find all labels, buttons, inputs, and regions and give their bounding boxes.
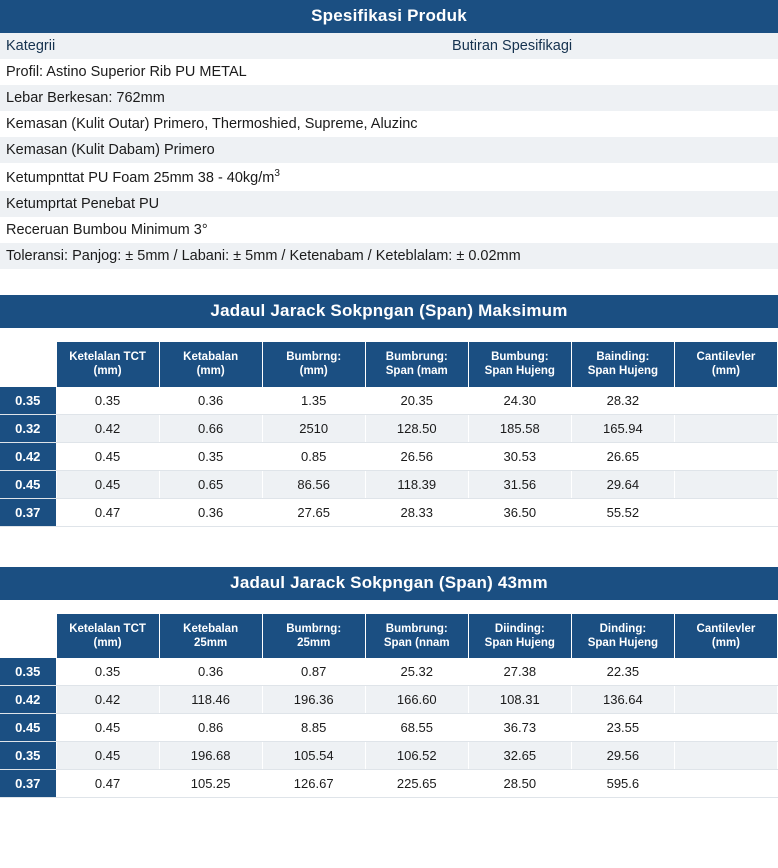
cell: 0.42 <box>56 686 159 714</box>
column-header: Ketebalan 25mm <box>159 614 262 659</box>
column-header: Ketabalan (mm) <box>159 342 262 387</box>
column-header-blank <box>0 614 56 659</box>
column-header: Bumbrng: (mm) <box>262 342 365 387</box>
column-header: Bumbrung: Span (mam <box>365 342 468 387</box>
spec-table <box>0 33 778 269</box>
cell: 28.32 <box>571 387 674 415</box>
cell: 68.55 <box>365 714 468 742</box>
column-header: Bumbung: Span Hujeng <box>468 342 571 387</box>
cell: 0.36 <box>159 658 262 686</box>
cell: 0.35 <box>159 442 262 470</box>
cell: 31.56 <box>468 470 571 498</box>
cell <box>674 770 777 798</box>
spacer <box>0 328 778 342</box>
table-row <box>0 85 778 111</box>
cell: 2510 <box>262 414 365 442</box>
cell: 0.45 <box>56 714 159 742</box>
cell: 0.35 <box>56 387 159 415</box>
spec-row-text: Kemasan (Kulit Outar) Primero, Thermoshied, Supreme, Aluzinc <box>0 111 778 137</box>
cell: 108.31 <box>468 686 571 714</box>
cell: 26.56 <box>365 442 468 470</box>
spec-row-text <box>0 163 778 191</box>
cell <box>674 387 777 415</box>
cell: 26.65 <box>571 442 674 470</box>
spec-row-text: Kemasan (Kulit Dabam) Primero <box>0 137 778 163</box>
table-row <box>0 658 778 686</box>
cell: 28.33 <box>365 498 468 526</box>
cell: 0.66 <box>159 414 262 442</box>
cell <box>674 714 777 742</box>
row-header: 0.42 <box>0 442 56 470</box>
row-header: 0.37 <box>0 770 56 798</box>
cell: 0.65 <box>159 470 262 498</box>
cell: 28.50 <box>468 770 571 798</box>
cell: 29.56 <box>571 742 674 770</box>
column-header: Diinding: Span Hujeng <box>468 614 571 659</box>
table-row <box>0 59 778 85</box>
table-row <box>0 387 778 415</box>
row-header: 0.35 <box>0 658 56 686</box>
cell: 225.65 <box>365 770 468 798</box>
spec-table-header-row <box>0 33 778 59</box>
cell: 25.32 <box>365 658 468 686</box>
cell: 0.45 <box>56 742 159 770</box>
spacer <box>0 527 778 553</box>
cell: 185.58 <box>468 414 571 442</box>
row-header: 0.42 <box>0 686 56 714</box>
cell: 55.52 <box>571 498 674 526</box>
table-row <box>0 686 778 714</box>
cell <box>674 470 777 498</box>
cell: 0.47 <box>56 498 159 526</box>
cell <box>674 442 777 470</box>
table-row <box>0 442 778 470</box>
spacer <box>0 553 778 567</box>
column-header: Ketelalan TCT (mm) <box>56 614 159 659</box>
cell: 22.35 <box>571 658 674 686</box>
cell: 196.36 <box>262 686 365 714</box>
cell: 0.36 <box>159 387 262 415</box>
table-row <box>0 714 778 742</box>
spacer <box>0 269 778 295</box>
cell: 166.60 <box>365 686 468 714</box>
cell: 0.45 <box>56 470 159 498</box>
column-header: Bumbrng: 25mm <box>262 614 365 659</box>
cell: 0.45 <box>56 442 159 470</box>
cell: 105.25 <box>159 770 262 798</box>
table-row <box>0 137 778 163</box>
cell: 105.54 <box>262 742 365 770</box>
table-row <box>0 470 778 498</box>
cell <box>674 742 777 770</box>
cell: 20.35 <box>365 387 468 415</box>
span-table-2-title: Jadaul Jarack Sokpngan (Span) 43mm <box>0 567 778 600</box>
column-header: Cantilevler (mm) <box>674 614 777 659</box>
cell: 128.50 <box>365 414 468 442</box>
cell <box>674 414 777 442</box>
column-header: Ketelalan TCT (mm) <box>56 342 159 387</box>
spec-row-text: Receruan Bumbou Minimum 3° <box>0 217 778 243</box>
cell: 8.85 <box>262 714 365 742</box>
row-header: 0.32 <box>0 414 56 442</box>
cell: 0.86 <box>159 714 262 742</box>
cell: 0.87 <box>262 658 365 686</box>
cell: 27.65 <box>262 498 365 526</box>
spacer <box>0 600 778 614</box>
column-header: Bumbrung: Span (nnam <box>365 614 468 659</box>
table-row <box>0 498 778 526</box>
span-table-1 <box>0 342 778 527</box>
cell: 136.64 <box>571 686 674 714</box>
spec-row-text: Ketumprtat Penebat PU <box>0 191 778 217</box>
cell: 0.47 <box>56 770 159 798</box>
cell: 30.53 <box>468 442 571 470</box>
table-row <box>0 191 778 217</box>
row-header: 0.45 <box>0 714 56 742</box>
cell: 0.85 <box>262 442 365 470</box>
cell: 165.94 <box>571 414 674 442</box>
cell <box>674 658 777 686</box>
column-header: Dinding: Span Hujeng <box>571 614 674 659</box>
span-table-2 <box>0 614 778 799</box>
cell: 86.56 <box>262 470 365 498</box>
table-row <box>0 243 778 269</box>
row-header: 0.37 <box>0 498 56 526</box>
cell: 32.65 <box>468 742 571 770</box>
cell: 126.67 <box>262 770 365 798</box>
column-header: Bainding: Span Hujeng <box>571 342 674 387</box>
column-header: Cantilevler (mm) <box>674 342 777 387</box>
cell: 23.55 <box>571 714 674 742</box>
spec-header-category: Kategrii <box>0 33 246 59</box>
table-row <box>0 217 778 243</box>
cell: 36.73 <box>468 714 571 742</box>
table-row <box>0 742 778 770</box>
cell: 24.30 <box>468 387 571 415</box>
row-header: 0.35 <box>0 742 56 770</box>
cell: 118.39 <box>365 470 468 498</box>
spec-header-details: Butiran Spesifikagi <box>246 33 778 59</box>
spec-row-text-foam: Ketumpnttat PU Foam 25mm $38 - 40kg/m^3$ <box>6 168 280 186</box>
cell: 29.64 <box>571 470 674 498</box>
column-header-blank <box>0 342 56 387</box>
cell: 0.35 <box>56 658 159 686</box>
cell: 595.6 <box>571 770 674 798</box>
cell: 196.68 <box>159 742 262 770</box>
cell: 0.42 <box>56 414 159 442</box>
cell: 0.36 <box>159 498 262 526</box>
table-row <box>0 163 778 191</box>
span-table-1-header-row <box>0 342 778 387</box>
spec-row-text: Lebar Berkesan: 762mm <box>0 85 778 111</box>
table-row <box>0 111 778 137</box>
row-header: 0.35 <box>0 387 56 415</box>
row-header: 0.45 <box>0 470 56 498</box>
table-row <box>0 770 778 798</box>
cell <box>674 498 777 526</box>
cell: 106.52 <box>365 742 468 770</box>
spec-section-title: Spesifikasi Produk <box>0 0 778 33</box>
cell: 36.50 <box>468 498 571 526</box>
cell <box>674 686 777 714</box>
spec-row-text: Profil: Astino Superior Rib PU METAL <box>0 59 778 85</box>
cell: 27.38 <box>468 658 571 686</box>
spec-row-text: Toleransi: Panjog: ± 5mm / Labani: ± 5mm / Ketenabam / Keteblalam: ± 0.02mm <box>0 243 778 269</box>
cell: 118.46 <box>159 686 262 714</box>
span-table-2-header-row <box>0 614 778 659</box>
cell: 1.35 <box>262 387 365 415</box>
table-row <box>0 414 778 442</box>
span-table-1-title: Jadaul Jarack Sokpngan (Span) Maksimum <box>0 295 778 328</box>
